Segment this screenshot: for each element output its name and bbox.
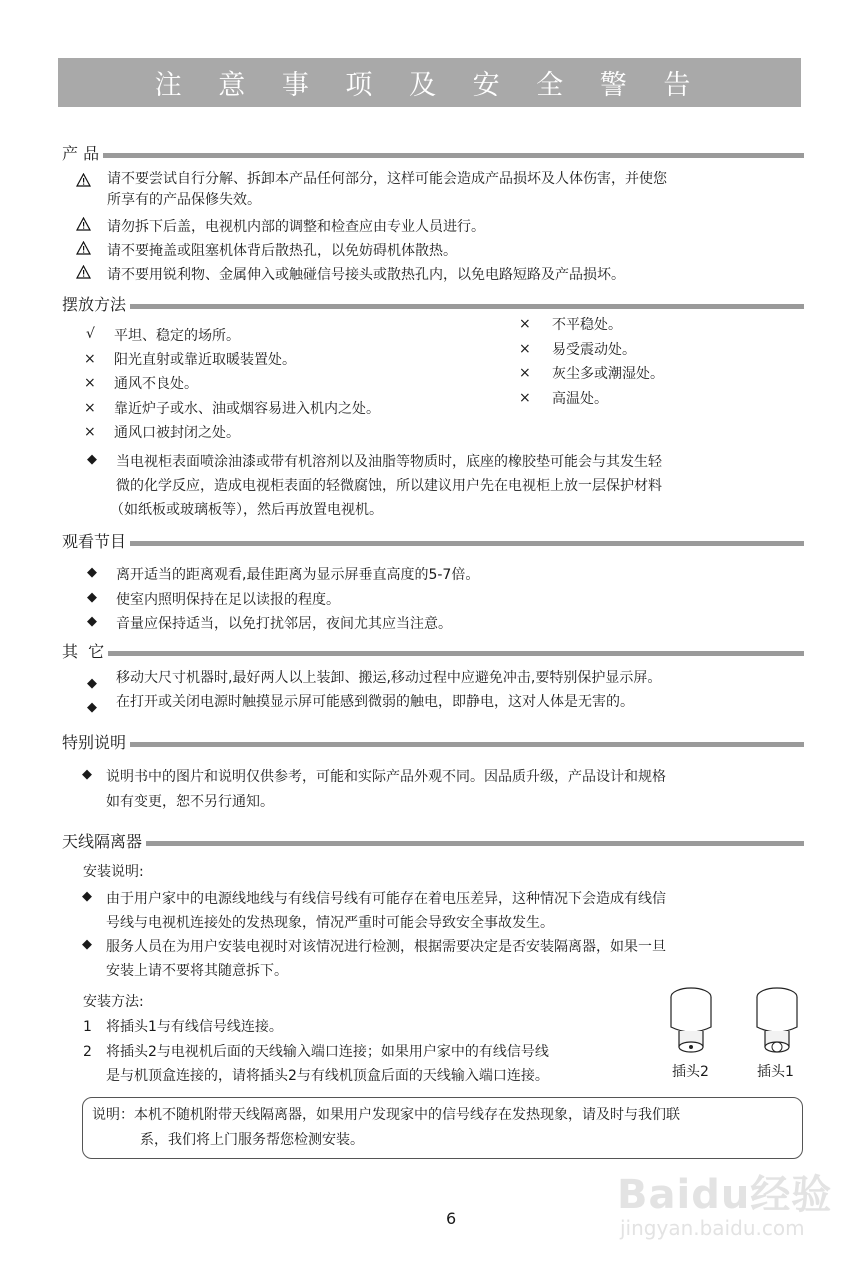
antenna-desc-1-line-2: 号线与电视机连接处的发热现象，情况严重时可能会导致安全事故发生。 xyxy=(106,915,554,931)
diamond-bullet-icon: ◆ xyxy=(87,614,97,629)
plug-2-label: 插头2 xyxy=(672,1064,709,1080)
diamond-bullet-icon: ◆ xyxy=(87,676,97,691)
cross-icon: × xyxy=(519,316,531,332)
placement-note-line-2: 微的化学反应，造成电视柜表面的轻微腐蚀，所以建议用户先在电视柜上放一层保护材料 xyxy=(116,478,662,494)
product-item-4: 请不要用锐利物、金属伸入或触碰信号接头或散热孔内，以免电路短路及产品损坏。 xyxy=(107,267,625,283)
install-desc-label: 安装说明: xyxy=(83,864,144,880)
warning-icon xyxy=(76,241,91,255)
placement-right-item: 易受震动处。 xyxy=(552,342,636,358)
diamond-bullet-icon: ◆ xyxy=(82,767,92,782)
placement-note-line-3: （如纸板或玻璃板等），然后再放置电视机。 xyxy=(110,502,383,518)
section-header-other xyxy=(62,642,804,662)
section-rule xyxy=(130,742,804,747)
diamond-bullet-icon: ◆ xyxy=(82,889,92,904)
step-2-line-2: 是与机顶盒连接的，请将插头2与有线机顶盒后面的天线输入端口连接。 xyxy=(106,1068,549,1084)
plug-1-illustration xyxy=(748,985,806,1063)
section-rule xyxy=(108,651,804,656)
watermark-url: jingyan.baidu.com xyxy=(620,1216,805,1240)
placement-left-item: 平坦、稳定的场所。 xyxy=(114,328,240,344)
antenna-desc-1-line-1: 由于用户家中的电源线地线与有线信号线有可能存在着电压差异，这种情况下会造成有线信 xyxy=(106,891,666,907)
step-number: 1 xyxy=(83,1019,92,1035)
cross-icon: × xyxy=(84,400,96,416)
step-2-line-1: 将插头2与电视机后面的天线输入端口连接；如果用户家中的有线信号线 xyxy=(106,1044,549,1060)
cross-icon: × xyxy=(519,341,531,357)
cross-icon: × xyxy=(519,365,531,381)
special-line-1: 说明书中的图片和说明仅供参考，可能和实际产品外观不同。因品质升级，产品设计和规格 xyxy=(106,769,666,785)
section-rule xyxy=(146,841,804,846)
viewing-item: 使室内照明保持在足以读报的程度。 xyxy=(116,592,340,608)
warning-icon xyxy=(76,265,91,279)
diamond-bullet-icon: ◆ xyxy=(82,937,92,952)
warning-icon xyxy=(76,173,91,187)
section-title: 产 品 xyxy=(62,144,100,163)
section-title: 观看节目 xyxy=(62,532,127,551)
diamond-bullet-icon: ◆ xyxy=(87,452,97,467)
cross-icon: × xyxy=(84,424,96,440)
placement-left-item: 阳光直射或靠近取暖装置处。 xyxy=(114,352,296,368)
section-title: 特别说明 xyxy=(62,733,127,752)
install-method-label: 安装方法: xyxy=(83,994,144,1010)
cross-icon: × xyxy=(84,375,96,391)
viewing-item: 离开适当的距离观看,最佳距离为显示屏垂直高度的5-7倍。 xyxy=(116,567,480,583)
section-header-special xyxy=(62,733,804,753)
page-banner-title: 注 意 事 项 及 安 全 警 告 xyxy=(58,58,801,107)
antenna-desc-2-line-2: 安装上请不要将其随意拆下。 xyxy=(106,963,288,979)
other-item: 移动大尺寸机器时,最好两人以上装卸、搬运,移动过程中应避免冲击,要特别保护显示屏。 xyxy=(116,670,662,686)
product-item-2: 请勿拆下后盖，电视机内部的调整和检查应由专业人员进行。 xyxy=(107,219,485,235)
plug-2-illustration xyxy=(662,985,720,1063)
section-header-placement xyxy=(62,295,804,315)
warning-icon xyxy=(76,217,91,231)
note-line-1: 说明：本机不随机附带天线隔离器，如果用户发现家中的信号线存在发热现象，请及时与我们联 xyxy=(92,1107,680,1123)
section-header-antenna xyxy=(62,832,804,852)
placement-right-item: 不平稳处。 xyxy=(552,317,622,333)
section-title: 其 它 xyxy=(62,642,105,661)
plug-1-label: 插头1 xyxy=(757,1064,794,1080)
section-rule xyxy=(103,153,804,158)
antenna-desc-2-line-1: 服务人员在为用户安装电视时对该情况进行检测，根据需要决定是否安装隔离器，如果一旦 xyxy=(106,939,666,955)
watermark-logo: Baidu经验 xyxy=(617,1172,833,1218)
section-header-product xyxy=(62,144,804,164)
placement-left-item: 通风口被封闭之处。 xyxy=(114,425,240,441)
placement-left-item: 通风不良处。 xyxy=(114,376,198,392)
product-item-3: 请不要掩盖或阻塞机体背后散热孔，以免妨碍机体散热。 xyxy=(107,243,457,259)
placement-left-item: 靠近炉子或水、油或烟容易进入机内之处。 xyxy=(114,401,380,417)
note-line-2: 系，我们将上门服务帮您检测安装。 xyxy=(140,1132,364,1148)
viewing-item: 音量应保持适当，以免打扰邻居，夜间尤其应当注意。 xyxy=(116,616,452,632)
special-line-2: 如有变更，恕不另行通知。 xyxy=(106,794,274,810)
section-title: 天线隔离器 xyxy=(62,832,143,851)
step-1-text: 将插头1与有线信号线连接。 xyxy=(106,1019,283,1035)
section-rule xyxy=(130,541,804,546)
step-number: 2 xyxy=(83,1044,92,1060)
cross-icon: × xyxy=(519,390,531,406)
section-header-viewing xyxy=(62,532,804,552)
diamond-bullet-icon: ◆ xyxy=(87,700,97,715)
diamond-bullet-icon: ◆ xyxy=(87,565,97,580)
other-item: 在打开或关闭电源时触摸显示屏可能感到微弱的触电，即静电，这对人体是无害的。 xyxy=(116,694,634,710)
placement-right-item: 灰尘多或潮湿处。 xyxy=(552,366,664,382)
product-item-1-line-1: 请不要尝试自行分解、拆卸本产品任何部分，这样可能会造成产品损坏及人体伤害，并使您 xyxy=(107,171,667,187)
section-rule xyxy=(130,304,804,309)
section-title: 摆放方法 xyxy=(62,295,127,314)
diamond-bullet-icon: ◆ xyxy=(87,590,97,605)
cross-icon: × xyxy=(84,351,96,367)
placement-right-item: 高温处。 xyxy=(552,391,608,407)
check-icon: √ xyxy=(86,326,95,342)
placement-note-line-1: 当电视柜表面喷涂油漆或带有机溶剂以及油脂等物质时，底座的橡胶垫可能会与其发生轻 xyxy=(116,454,662,470)
product-item-1-line-2: 所享有的产品保修失效。 xyxy=(107,192,261,208)
page-number: 6 xyxy=(446,1209,457,1228)
